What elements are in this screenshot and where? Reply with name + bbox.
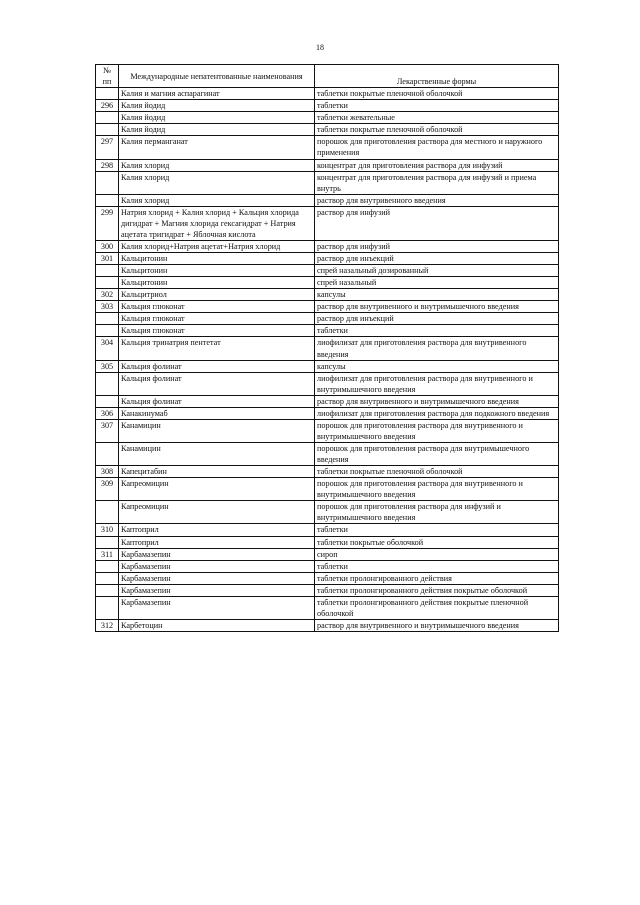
table-row [96, 194, 559, 206]
row-form-cell: таблетки пролонгированного действия покрытые оболочкой [315, 584, 559, 596]
row-form-cell: таблетки покрытые пленочной оболочкой [315, 124, 559, 136]
table-row [96, 524, 559, 536]
row-name-cell: Калия йодид [119, 112, 315, 124]
table-row [96, 88, 559, 100]
row-form-cell: раствор для инъекций [315, 253, 559, 265]
table-row [96, 301, 559, 313]
row-form-cell: концентрат для приготовления раствора для инфузий и приема внутрь [315, 171, 559, 194]
row-name-cell: Карбамазепин [119, 584, 315, 596]
row-number-cell: 301 [96, 253, 119, 265]
table-row [96, 206, 559, 240]
row-number-cell [96, 277, 119, 289]
row-number-cell: 304 [96, 337, 119, 360]
row-number-cell: 308 [96, 466, 119, 478]
header-number [96, 65, 119, 88]
row-number-cell [96, 313, 119, 325]
table-row [96, 560, 559, 572]
table-body [96, 88, 559, 632]
row-form-cell: таблетки [315, 100, 559, 112]
row-name-cell: Калия хлорид+Натрия ацетат+Натрия хлорид [119, 240, 315, 252]
row-form-cell: раствор для внутривенного и внутримышечного введения [315, 619, 559, 631]
row-number-cell: 299 [96, 206, 119, 240]
table-row [96, 277, 559, 289]
row-name-cell: Калия и магния аспарагинат [119, 88, 315, 100]
row-number-cell: 298 [96, 159, 119, 171]
row-number-cell [96, 372, 119, 395]
row-number-cell: 305 [96, 360, 119, 372]
row-form-cell: спрей назальный [315, 277, 559, 289]
table-row [96, 100, 559, 112]
row-number-cell [96, 596, 119, 619]
row-number-cell: 310 [96, 524, 119, 536]
table-row [96, 596, 559, 619]
row-name-cell: Кальция фолинат [119, 395, 315, 407]
row-form-cell: таблетки покрытые оболочкой [315, 536, 559, 548]
header-form [315, 65, 559, 88]
table-row [96, 313, 559, 325]
table-row [96, 240, 559, 252]
row-name-cell: Калия йодид [119, 100, 315, 112]
table-row [96, 548, 559, 560]
row-name-cell: Кальция глюконат [119, 301, 315, 313]
row-name-cell: Кальцитонин [119, 277, 315, 289]
row-form-cell: таблетки [315, 560, 559, 572]
row-name-cell: Калия хлорид [119, 171, 315, 194]
row-number-cell [96, 560, 119, 572]
table-row [96, 124, 559, 136]
row-name-cell: Канамицин [119, 419, 315, 442]
row-name-cell: Калия хлорид [119, 159, 315, 171]
row-form-cell: раствор для инфузий [315, 240, 559, 252]
row-form-cell: раствор для инфузий [315, 206, 559, 240]
row-name-cell: Карбамазепин [119, 572, 315, 584]
row-form-cell: капсулы [315, 360, 559, 372]
table-row [96, 265, 559, 277]
row-number-cell [96, 584, 119, 596]
row-number-cell [96, 171, 119, 194]
row-name-cell: Канакинумаб [119, 407, 315, 419]
header-number-label: № пп [102, 66, 112, 87]
row-form-cell: таблетки покрытые пленочной оболочкой [315, 466, 559, 478]
row-number-cell [96, 88, 119, 100]
row-name-cell: Калия хлорид [119, 194, 315, 206]
row-form-cell: сироп [315, 548, 559, 560]
table-row [96, 159, 559, 171]
row-name-cell: Карбамазепин [119, 596, 315, 619]
row-form-cell: таблетки пролонгированного действия [315, 572, 559, 584]
table-row [96, 419, 559, 442]
row-form-cell: лиофилизат для приготовления раствора для внутривенного и внутримышечного введения [315, 372, 559, 395]
table-row [96, 337, 559, 360]
row-form-cell: порошок для приготовления раствора для внутривенного и внутримышечного введения [315, 419, 559, 442]
row-form-cell: порошок для приготовления раствора для местного и наружного применения [315, 136, 559, 159]
row-name-cell: Каптоприл [119, 536, 315, 548]
row-name-cell: Натрия хлорид + Калия хлорид + Кальция хлорида дигидрат + Магния хлорида гексагидрат + Натрия ацетата тригидрат + Яблочная кислота [119, 206, 315, 240]
row-name-cell: Канамицин [119, 443, 315, 466]
table-row [96, 572, 559, 584]
table-row [96, 584, 559, 596]
table-row [96, 466, 559, 478]
row-number-cell [96, 194, 119, 206]
row-name-cell: Кальцитриол [119, 289, 315, 301]
table-row [96, 171, 559, 194]
table-row [96, 136, 559, 159]
row-name-cell: Калия перманганат [119, 136, 315, 159]
row-number-cell: 296 [96, 100, 119, 112]
table-row [96, 325, 559, 337]
header-name [119, 65, 315, 88]
table-row [96, 372, 559, 395]
row-number-cell [96, 501, 119, 524]
table-row [96, 253, 559, 265]
row-number-cell [96, 265, 119, 277]
row-form-cell: таблетки жевательные [315, 112, 559, 124]
row-name-cell: Капреомицин [119, 478, 315, 501]
row-name-cell: Карбетоцин [119, 619, 315, 631]
header-form-label: Лекарственные формы [396, 76, 477, 86]
row-form-cell: раствор для внутривенного и внутримышечного введения [315, 301, 559, 313]
row-form-cell: таблетки пролонгированного действия покрытые пленочной оболочкой [315, 596, 559, 619]
row-form-cell: концентрат для приготовления раствора для инфузий [315, 159, 559, 171]
table-row [96, 360, 559, 372]
row-form-cell: таблетки покрытые пленочной оболочкой [315, 88, 559, 100]
row-form-cell: раствор для инъекций [315, 313, 559, 325]
row-name-cell: Капецитабин [119, 466, 315, 478]
row-name-cell: Калия йодид [119, 124, 315, 136]
drug-forms-table [95, 64, 559, 632]
row-form-cell: порошок для приготовления раствора для внутривенного и внутримышечного введения [315, 478, 559, 501]
row-number-cell: 307 [96, 419, 119, 442]
row-name-cell: Карбамазепин [119, 548, 315, 560]
row-number-cell: 302 [96, 289, 119, 301]
row-form-cell: таблетки [315, 325, 559, 337]
row-number-cell [96, 112, 119, 124]
table-row [96, 536, 559, 548]
header-name-label: Международные непатентованные наименования [130, 71, 303, 81]
row-number-cell: 300 [96, 240, 119, 252]
row-form-cell: порошок для приготовления раствора для инфузий и внутримышечного введения [315, 501, 559, 524]
table-row [96, 112, 559, 124]
row-number-cell [96, 395, 119, 407]
row-number-cell: 309 [96, 478, 119, 501]
row-form-cell: капсулы [315, 289, 559, 301]
row-form-cell: порошок для приготовления раствора для внутримышечного введения [315, 443, 559, 466]
row-form-cell: спрей назальный дозированный [315, 265, 559, 277]
row-name-cell: Кальция фолинат [119, 372, 315, 395]
row-name-cell: Кальцитонин [119, 265, 315, 277]
row-number-cell: 303 [96, 301, 119, 313]
row-number-cell: 297 [96, 136, 119, 159]
row-form-cell: лиофилизат для приготовления раствора для подкожного введения [315, 407, 559, 419]
table-header-row [96, 65, 559, 88]
row-name-cell: Кальцитонин [119, 253, 315, 265]
row-name-cell: Кальция тринатрия пентетат [119, 337, 315, 360]
row-number-cell [96, 572, 119, 584]
table-row [96, 501, 559, 524]
row-number-cell: 311 [96, 548, 119, 560]
table-row [96, 619, 559, 631]
table-row [96, 478, 559, 501]
row-number-cell [96, 124, 119, 136]
page-number: 18 [316, 43, 324, 52]
row-name-cell: Кальция глюконат [119, 325, 315, 337]
row-number-cell: 312 [96, 619, 119, 631]
table-row [96, 443, 559, 466]
row-name-cell: Каптоприл [119, 524, 315, 536]
row-number-cell: 306 [96, 407, 119, 419]
table-row [96, 395, 559, 407]
row-form-cell: раствор для внутривенного введения [315, 194, 559, 206]
row-form-cell: раствор для внутривенного и внутримышечного введения [315, 395, 559, 407]
table-row [96, 289, 559, 301]
row-name-cell: Капреомицин [119, 501, 315, 524]
row-number-cell [96, 536, 119, 548]
row-form-cell: таблетки [315, 524, 559, 536]
row-form-cell: лиофилизат для приготовления раствора для внутривенного введения [315, 337, 559, 360]
row-name-cell: Кальция глюконат [119, 313, 315, 325]
row-number-cell [96, 443, 119, 466]
row-number-cell [96, 325, 119, 337]
table-row [96, 407, 559, 419]
row-name-cell: Карбамазепин [119, 560, 315, 572]
row-name-cell: Кальция фолинат [119, 360, 315, 372]
